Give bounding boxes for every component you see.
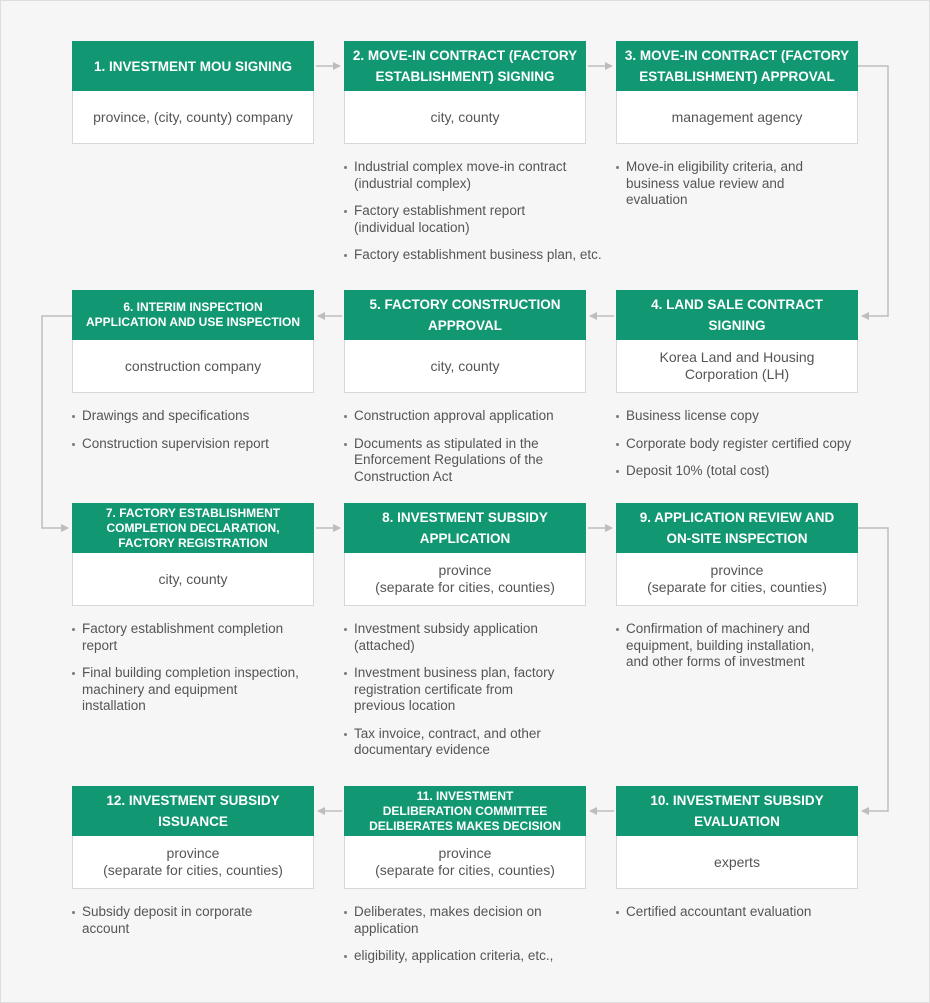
step-agent: management agency (616, 91, 858, 144)
step-6-notes (72, 408, 334, 463)
step-1 (72, 41, 314, 144)
note-item: Corporate body register certified copy (616, 436, 878, 453)
step-10-notes (616, 904, 878, 932)
note-item: Industrial complex move-in contract (industrial complex) (344, 159, 606, 192)
step-title: 4. LAND SALE CONTRACT SIGNING (616, 290, 858, 340)
step-8-notes (344, 621, 606, 770)
step-2 (344, 41, 586, 144)
note-item: Drawings and specifications (72, 408, 334, 425)
note-item: Tax invoice, contract, and other documentary evidence (344, 726, 606, 759)
step-7 (72, 503, 314, 606)
step-agent: experts (616, 836, 858, 889)
step-12 (72, 786, 314, 889)
step-agent: province (separate for cities, counties) (616, 553, 858, 606)
step-title: 1. INVESTMENT MOU SIGNING (72, 41, 314, 91)
step-title: 5. FACTORY CONSTRUCTION APPROVAL (344, 290, 586, 340)
step-6 (72, 290, 314, 393)
step-title: 3. MOVE-IN CONTRACT (FACTORY ESTABLISHMENT) APPROVAL (616, 41, 858, 91)
step-2-notes (344, 159, 606, 275)
note-item: Construction approval application (344, 408, 606, 425)
step-5-notes (344, 408, 606, 496)
step-11 (344, 786, 586, 889)
step-agent: city, county (72, 553, 314, 606)
note-item: Construction supervision report (72, 436, 334, 453)
step-agent: city, county (344, 91, 586, 144)
note-item: Deliberates, makes decision on application (344, 904, 606, 937)
step-agent: province, (city, county) company (72, 91, 314, 144)
note-item: Business license copy (616, 408, 878, 425)
note-item: eligibility, application criteria, etc., (344, 948, 606, 965)
step-title: 12. INVESTMENT SUBSIDY ISSUANCE (72, 786, 314, 836)
step-11-notes (344, 904, 606, 976)
step-title: 9. APPLICATION REVIEW AND ON-SITE INSPECTION (616, 503, 858, 553)
step-4-notes (616, 408, 878, 491)
step-10 (616, 786, 858, 889)
note-item: Move-in eligibility criteria, and business value review and evaluation (616, 159, 878, 209)
step-title: 7. FACTORY ESTABLISHMENT COMPLETION DECLARATION, FACTORY REGISTRATION (72, 503, 314, 553)
note-item: Factory establishment business plan, etc. (344, 247, 606, 264)
step-4 (616, 290, 858, 393)
note-item: Investment business plan, factory registration certificate from previous location (344, 665, 606, 715)
note-item: Subsidy deposit in corporate account (72, 904, 334, 937)
note-item: Final building completion inspection, machinery and equipment installation (72, 665, 334, 715)
step-3-notes (616, 159, 878, 220)
step-agent: Korea Land and Housing Corporation (LH) (616, 340, 858, 393)
step-agent: construction company (72, 340, 314, 393)
note-item: Factory establishment report (individual location) (344, 203, 606, 236)
note-item: Factory establishment completion report (72, 621, 334, 654)
step-title: 2. MOVE-IN CONTRACT (FACTORY ESTABLISHMENT) SIGNING (344, 41, 586, 91)
step-title: 11. INVESTMENT DELIBERATION COMMITTEE DELIBERATES MAKES DECISION (344, 786, 586, 836)
step-9 (616, 503, 858, 606)
step-9-notes (616, 621, 878, 682)
step-5 (344, 290, 586, 393)
step-3 (616, 41, 858, 144)
note-item: Certified accountant evaluation (616, 904, 878, 921)
note-item: Deposit 10% (total cost) (616, 463, 878, 480)
step-12-notes (72, 904, 334, 948)
step-8 (344, 503, 586, 606)
step-agent: city, county (344, 340, 586, 393)
step-agent: province (separate for cities, counties) (72, 836, 314, 889)
step-title: 8. INVESTMENT SUBSIDY APPLICATION (344, 503, 586, 553)
note-item: Documents as stipulated in the Enforcement Regulations of the Construction Act (344, 436, 606, 486)
step-7-notes (72, 621, 334, 726)
step-agent: province (separate for cities, counties) (344, 553, 586, 606)
note-item: Investment subsidy application (attached) (344, 621, 606, 654)
step-agent: province (separate for cities, counties) (344, 836, 586, 889)
step-title: 10. INVESTMENT SUBSIDY EVALUATION (616, 786, 858, 836)
note-item: Confirmation of machinery and equipment, building installation, and other forms of investment (616, 621, 878, 671)
step-title: 6. INTERIM INSPECTION APPLICATION AND USE INSPECTION (72, 290, 314, 340)
